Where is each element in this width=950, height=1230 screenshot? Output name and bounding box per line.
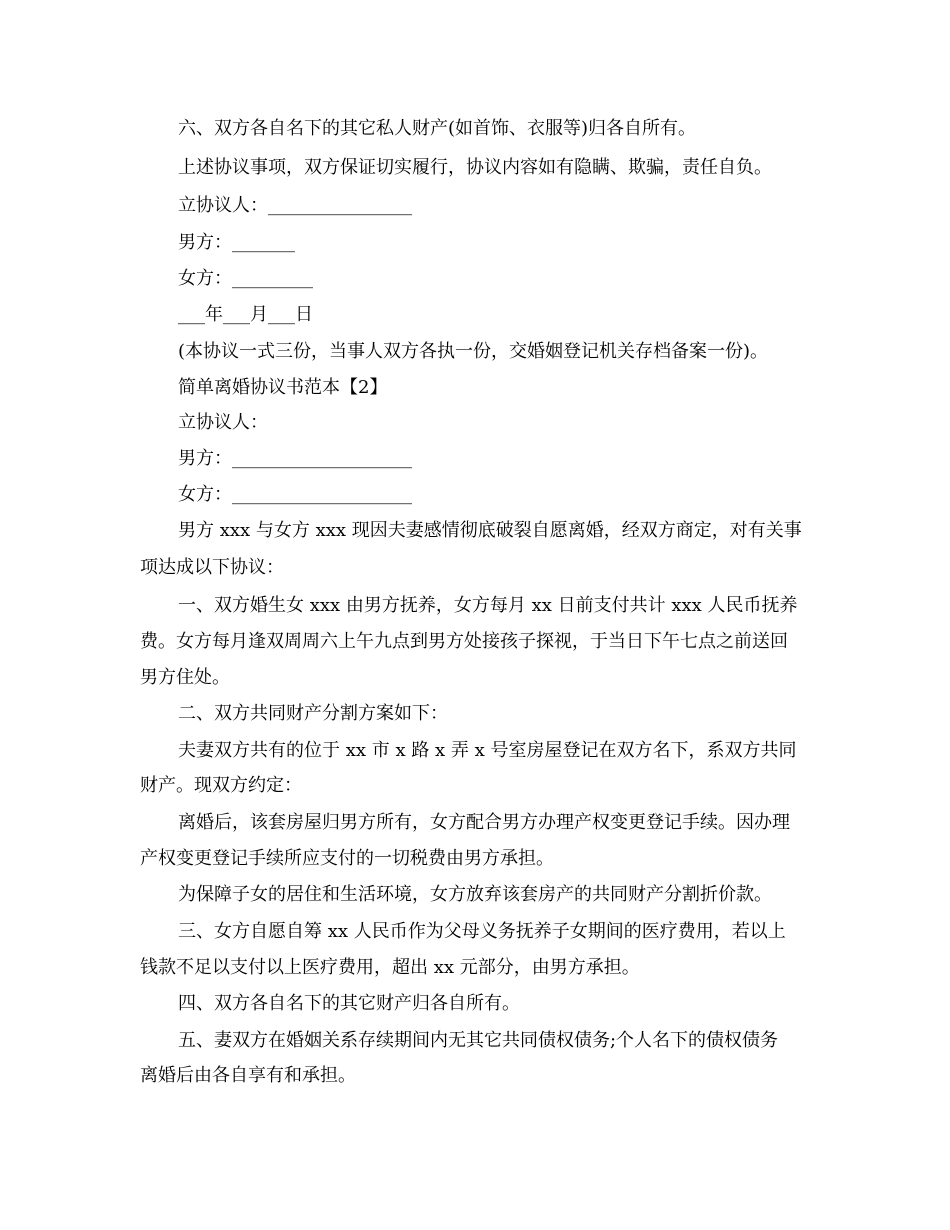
paragraph-line: 财产。现双方约定： [140,775,302,796]
paragraph-line: 男方住处。 [140,667,230,688]
paragraph-line: 三、女方自愿自筹 xx 人民币作为父母义务抚养子女期间的医疗费用，若以上 [178,921,786,942]
paragraph-line: 离婚后，该套房屋归男方所有，女方配合男方办理产权变更登记手续。因办理 [178,812,790,833]
text-line: 女方：____________________ [178,484,412,505]
paragraph-line: 男方 xxx 与女方 xxx 现因夫妻感情彻底破裂自愿离婚，经双方商定，对有关事 [178,520,802,541]
paragraph-line: 钱款不足以支付以上医疗费用，超出 xx 元部分，由男方承担。 [140,957,640,978]
text-line: 六、双方各自名下的其它私人财产(如首饰、衣服等)归各自所有。 [178,118,697,139]
paragraph-line: 五、妻双方在婚姻关系存续期间内无其它共同债权债务;个人名下的债权债务 [178,1030,779,1051]
paragraph-line: 为保障子女的居住和生活环境，女方放弃该套房产的共同财产分割折价款。 [178,884,772,905]
text-line: 上述协议事项，双方保证切实履行，协议内容如有隐瞒、欺骗，责任自负。 [178,157,772,178]
text-line: 立协议人： [178,412,268,433]
text-line: 立协议人：________________ [178,195,412,216]
paragraph-line: 项达成以下协议： [140,557,284,578]
paragraph-line: 离婚后由各自享有和承担。 [140,1065,356,1086]
text-line: ___年___月___日 [178,304,313,325]
paragraph-line: 一、双方婚生女 xxx 由男方抚养，女方每月 xx 日前支付共计 xxx 人民币抚养 [178,595,798,616]
paragraph-line: 费。女方每月逢双周周六上午九点到男方处接孩子探视，于当日下午七点之前送回 [140,631,788,652]
text-line: 女方：_________ [178,268,313,289]
paragraph-line: 四、双方各自名下的其它财产归各自所有。 [178,993,520,1014]
text-line: 男方：____________________ [178,448,412,469]
paragraph-line: 二、双方共同财产分割方案如下： [178,703,448,724]
text-line: (本协议一式三份，当事人双方各执一份，交婚姻登记机关存档备案一份)。 [178,341,769,362]
paragraph-line: 夫妻双方共有的位于 xx 市 x 路 x 弄 x 号室房屋登记在双方名下，系双方共同 [178,740,797,761]
paragraph-line: 产权变更登记手续所应支付的一切税费由男方承担。 [140,848,554,869]
section-heading: 简单离婚协议书范本【2】 [178,377,388,398]
text-line: 男方：_______ [178,232,295,253]
